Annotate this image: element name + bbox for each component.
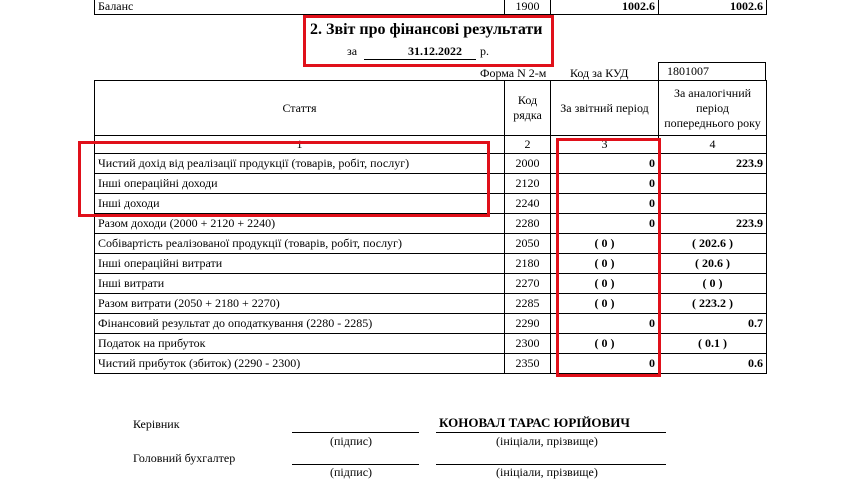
header-number: 1 — [95, 136, 505, 154]
table-row — [95, 254, 767, 274]
director-name: КОНОВАЛ ТАРАС ЮРІЙОВИЧ — [439, 415, 630, 430]
table-row — [95, 354, 767, 374]
table-row — [95, 274, 767, 294]
row-label: Собівартість реалізованої продукції (товарів, робіт, послуг) — [95, 234, 505, 254]
row-label: Разом витрати (2050 + 2180 + 2270) — [95, 294, 505, 314]
balance-previous: 1002.6 — [659, 0, 767, 15]
row-label: Інші операційні витрати — [95, 254, 505, 274]
row-code: 2270 — [505, 274, 551, 294]
header-article: Стаття — [95, 81, 505, 136]
director-signature-line — [292, 432, 419, 433]
row-current: 0 — [551, 194, 659, 214]
title-highlight-box — [303, 15, 554, 67]
current-period-highlight-box — [556, 138, 661, 377]
table-row — [95, 234, 767, 254]
row-current: 0 — [551, 214, 659, 234]
kud-value: 1801007 — [658, 62, 766, 80]
row-current: 0 — [551, 314, 659, 334]
accountant-signature-caption: (підпис) — [330, 465, 373, 479]
row-current: ( 0 ) — [551, 254, 659, 274]
row-label: Фінансовий результат до оподаткування (2280 - 2285) — [95, 314, 505, 334]
row-code: 2350 — [505, 354, 551, 374]
row-previous: 0.7 — [659, 314, 767, 334]
row-previous — [659, 174, 767, 194]
row-current: ( 0 ) — [551, 274, 659, 294]
table-row — [95, 294, 767, 314]
row-label: Чистий дохід від реалізації продукції (товарів, робіт, послуг) — [95, 154, 505, 174]
row-current: ( 0 ) — [551, 234, 659, 254]
row-label: Інші витрати — [95, 274, 505, 294]
table-row — [95, 314, 767, 334]
director-label: Керівник — [133, 417, 180, 431]
row-previous — [659, 194, 767, 214]
row-code: 2180 — [505, 254, 551, 274]
row-label: Податок на прибуток — [95, 334, 505, 354]
balance-current: 1002.6 — [551, 0, 659, 15]
report-date: 31.12.2022 — [408, 44, 462, 58]
row-code: 2240 — [505, 194, 551, 214]
row-previous: ( 0 ) — [659, 274, 767, 294]
row-current: ( 0 ) — [551, 294, 659, 314]
director-name-line — [436, 432, 666, 433]
row-label: Разом доходи (2000 + 2120 + 2240) — [95, 214, 505, 234]
balance-table — [94, 0, 767, 15]
financial-results-table — [94, 80, 767, 374]
row-label: Інші операційні доходи — [95, 174, 505, 194]
row-code: 2290 — [505, 314, 551, 334]
row-code: 2280 — [505, 214, 551, 234]
row-current: 0 — [551, 154, 659, 174]
revenue-rows-highlight-box — [78, 141, 490, 217]
accountant-label: Головний бухгалтер — [133, 451, 236, 465]
row-previous: 223.9 — [659, 154, 767, 174]
accountant-initials-caption: (ініціали, прізвище) — [496, 465, 598, 479]
header-number: 2 — [505, 136, 551, 154]
report-title: 2. Звіт про фінансові результати — [310, 21, 543, 38]
balance-code: 1900 — [505, 0, 551, 15]
date-prefix: за — [347, 44, 358, 58]
header-code: Код рядка — [505, 81, 551, 136]
row-code: 2050 — [505, 234, 551, 254]
row-previous: 0.6 — [659, 354, 767, 374]
header-previous: За аналогічний період попереднього року — [659, 81, 767, 136]
director-initials-caption: (ініціали, прізвище) — [496, 434, 598, 448]
row-previous: ( 0.1 ) — [659, 334, 767, 354]
header-current: За звітний період — [551, 81, 659, 136]
form-label: Форма N 2-м — [480, 66, 547, 80]
header-number: 4 — [659, 136, 767, 154]
table-header-row — [95, 81, 767, 136]
row-label: Інші доходи — [95, 194, 505, 214]
row-previous: ( 20.6 ) — [659, 254, 767, 274]
row-previous: ( 223.2 ) — [659, 294, 767, 314]
table-row — [95, 334, 767, 354]
row-previous: 223.9 — [659, 214, 767, 234]
director-signature-caption: (підпис) — [330, 434, 373, 448]
row-code: 2285 — [505, 294, 551, 314]
row-current: 0 — [551, 174, 659, 194]
row-code: 2300 — [505, 334, 551, 354]
row-previous: ( 202.6 ) — [659, 234, 767, 254]
header-number: 3 — [551, 136, 659, 154]
date-suffix: р. — [480, 44, 489, 58]
balance-row — [95, 0, 767, 15]
kud-label: Код за КУД — [570, 66, 629, 80]
row-code: 2120 — [505, 174, 551, 194]
balance-label: Баланс — [95, 0, 505, 15]
row-label: Чистий прибуток (збиток) (2290 - 2300) — [95, 354, 505, 374]
row-current: ( 0 ) — [551, 334, 659, 354]
row-current: 0 — [551, 354, 659, 374]
row-code: 2000 — [505, 154, 551, 174]
